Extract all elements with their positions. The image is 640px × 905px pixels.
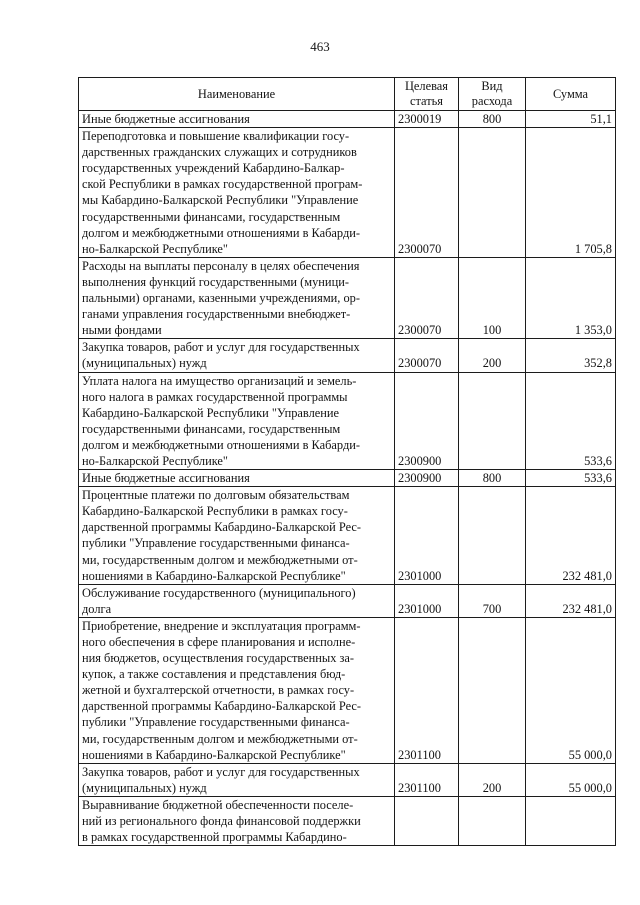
row-kind: 200: [459, 763, 526, 796]
row-kind: [459, 487, 526, 585]
row-name: Расходы на выплаты персоналу в целях обеспечения выполнения функций государственными (муници- пальными) органами, казенными учреждениями, ор- ганами управления государственными внебюджет- ными фондами: [79, 257, 395, 338]
row-name: Закупка товаров, работ и услуг для государственных (муниципальных) нужд: [79, 763, 395, 796]
row-kind: 700: [459, 584, 526, 617]
row-kind: [459, 128, 526, 258]
row-name: Выравнивание бюджетной обеспеченности поселе- ний из регионального фонда финансовой поддержки в рамках государственной программы Кабардино-: [79, 796, 395, 845]
header-code: Целевая статья: [395, 78, 459, 111]
row-name: Переподготовка и повышение квалификации госу- дарственных гражданских служащих и сотрудников государственных учреждений Кабардино-Балкар- ской Республики в рамках государственной програм- мы Кабардино-Балкарской Республики "Управление государственными финансами, государственным долгом и межбюджетными отношениями в Кабарди- но-Балкарской Республике": [79, 128, 395, 258]
row-code: 2300900: [395, 470, 459, 487]
budget-table: [78, 77, 616, 846]
row-kind: 100: [459, 257, 526, 338]
table-row: [79, 763, 616, 796]
row-amount: 533,6: [526, 372, 616, 470]
row-kind: 800: [459, 470, 526, 487]
row-amount: 51,1: [526, 111, 616, 128]
table-row: [79, 617, 616, 763]
row-code: 2301100: [395, 617, 459, 763]
table-row: [79, 128, 616, 258]
row-code: 2300070: [395, 339, 459, 372]
table-row: [79, 339, 616, 372]
row-name: Закупка товаров, работ и услуг для государственных (муниципальных) нужд: [79, 339, 395, 372]
header-name: Наименование: [79, 78, 395, 111]
row-code: [395, 796, 459, 845]
row-name: Иные бюджетные ассигнования: [79, 111, 395, 128]
row-kind: 200: [459, 339, 526, 372]
row-amount: 55 000,0: [526, 763, 616, 796]
table-row: [79, 111, 616, 128]
table-row: [79, 470, 616, 487]
header-kind: Вид расхода: [459, 78, 526, 111]
row-kind: [459, 372, 526, 470]
row-name: Процентные платежи по долговым обязательствам Кабардино-Балкарской Республики в рамках госу- дарственной программы Кабардино-Балкарской Рес- публики "Управление государственными финанса- ми, государственным долгом и межбюджетными от- ношениями в Кабардино-Балкарской Республике": [79, 487, 395, 585]
table-row: [79, 372, 616, 470]
row-amount: 533,6: [526, 470, 616, 487]
row-name: Приобретение, внедрение и эксплуатация программ- ного обеспечения в сфере планирования и исполне- ния бюджетов, осуществления государственных за- купок, а также составления и представления бюд- жетной и бухгалтерской отчетности, в рамках госу- дарственной программы Кабардино-Балкарской Рес- публики "Управление государственными финанса- ми, государственным долгом и межбюджетными от- ношениями в Кабардино-Балкарской Республике": [79, 617, 395, 763]
row-code: 2301000: [395, 584, 459, 617]
row-amount: 1 705,8: [526, 128, 616, 258]
table-row: [79, 796, 616, 845]
table-row: [79, 257, 616, 338]
row-kind: [459, 796, 526, 845]
row-name: Иные бюджетные ассигнования: [79, 470, 395, 487]
row-name: Обслуживание государственного (муниципального) долга: [79, 584, 395, 617]
row-code: 2300070: [395, 128, 459, 258]
page-number: 463: [310, 39, 330, 54]
row-code: 2301000: [395, 487, 459, 585]
table-row: [79, 487, 616, 585]
row-code: 2300900: [395, 372, 459, 470]
row-code: 2301100: [395, 763, 459, 796]
row-code: 2300070: [395, 257, 459, 338]
row-amount: 232 481,0: [526, 584, 616, 617]
row-name: Уплата налога на имущество организаций и земель- ного налога в рамках государственной программы Кабардино-Балкарской Республики "Управление государственными финансами, государственным долгом и межбюджетными отношениями в Кабарди- но-Балкарской Республике": [79, 372, 395, 470]
row-code: 2300019: [395, 111, 459, 128]
row-kind: [459, 617, 526, 763]
row-amount: 1 353,0: [526, 257, 616, 338]
header-amount: Сумма: [526, 78, 616, 111]
row-amount: 352,8: [526, 339, 616, 372]
row-amount: 232 481,0: [526, 487, 616, 585]
table-header-row: [79, 78, 616, 111]
row-amount: [526, 796, 616, 845]
table-row: [79, 584, 616, 617]
row-kind: 800: [459, 111, 526, 128]
row-amount: 55 000,0: [526, 617, 616, 763]
